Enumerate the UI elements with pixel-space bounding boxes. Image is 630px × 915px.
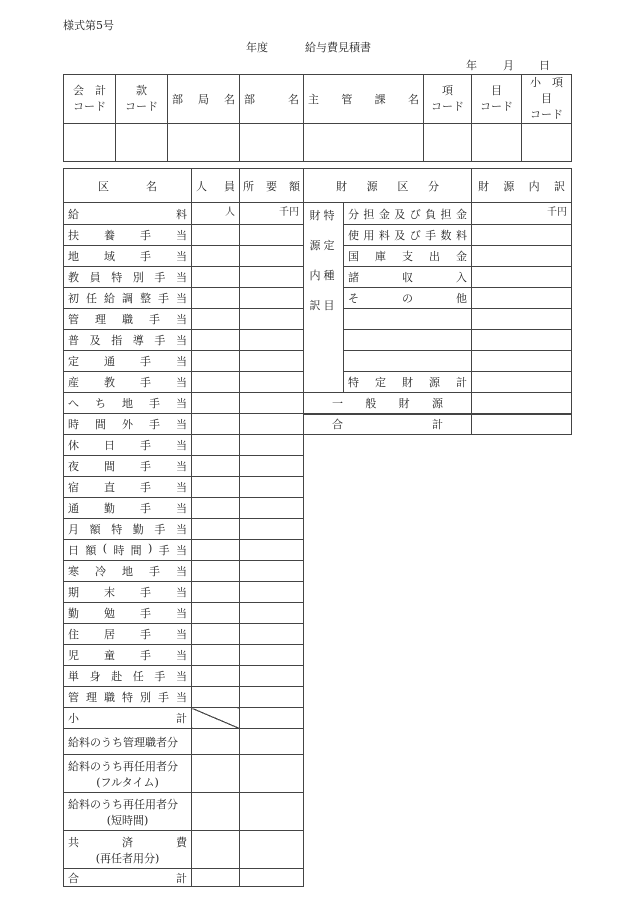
funding-value[interactable] [472, 351, 572, 372]
persons-cell[interactable] [192, 519, 240, 540]
table-row [64, 225, 304, 246]
table-row [304, 225, 572, 246]
grand-total-label: 合 計 [64, 869, 192, 887]
item-label: 教 員 特 別 手 当 [64, 267, 192, 288]
amount-cell[interactable] [240, 603, 304, 624]
table-row [64, 645, 304, 666]
table-row [64, 435, 304, 456]
header-funding-class: 財 源 区 分 [304, 169, 472, 203]
table-row [304, 351, 572, 372]
table-row [64, 372, 304, 393]
item-label: 給料のうち再任用者分 (短時間) [64, 793, 192, 831]
persons-cell[interactable] [192, 246, 240, 267]
item-label: 休 日 手 当 [64, 435, 192, 456]
table-row [64, 624, 304, 645]
code-input-4[interactable] [304, 124, 424, 162]
table-row [64, 351, 304, 372]
persons-cell[interactable] [192, 561, 240, 582]
code-input-3[interactable] [240, 124, 304, 162]
persons-cell[interactable] [192, 288, 240, 309]
table-row [304, 246, 572, 267]
persons-cell[interactable] [192, 624, 240, 645]
code-header-1: 款 コード [116, 75, 168, 124]
header-required: 所 要 額 [240, 169, 304, 203]
code-input-7[interactable] [522, 124, 572, 162]
item-label: 給料のうち再任用者分 (フルタイム) [64, 755, 192, 793]
amount-cell[interactable] [240, 414, 304, 435]
item-label: 時 間 外 手 当 [64, 414, 192, 435]
funding-label [344, 330, 472, 351]
funding-value[interactable] [472, 393, 572, 414]
amount-cell[interactable] [240, 372, 304, 393]
amount-cell[interactable] [240, 288, 304, 309]
item-label: 単 身 赴 任 手 当 [64, 666, 192, 687]
general-funding-label: 一 般 財 源 [304, 393, 472, 414]
amount-cell[interactable] [240, 225, 304, 246]
table-row [304, 372, 572, 393]
code-input-6[interactable] [472, 124, 522, 162]
amount-cell[interactable] [240, 666, 304, 687]
table-row [64, 729, 304, 755]
amount-cell[interactable] [240, 351, 304, 372]
persons-cell[interactable] [192, 267, 240, 288]
table-row [64, 498, 304, 519]
code-input-5[interactable] [424, 124, 472, 162]
funding-label [344, 351, 472, 372]
item-label: へ ち 地 手 当 [64, 393, 192, 414]
table-row [64, 603, 304, 624]
amount-cell[interactable] [240, 435, 304, 456]
funding-value[interactable] [472, 288, 572, 309]
persons-cell[interactable] [192, 793, 240, 831]
funding-total-label: 合 計 [304, 414, 472, 435]
item-label: 小 計 [64, 708, 192, 729]
persons-cell [192, 708, 240, 729]
funding-value[interactable] [472, 267, 572, 288]
table-row [64, 288, 304, 309]
item-label: 夜 間 手 当 [64, 456, 192, 477]
amount-cell[interactable] [240, 540, 304, 561]
code-input-0[interactable] [64, 124, 116, 162]
item-label: 期 末 手 当 [64, 582, 192, 603]
table-row [64, 869, 304, 887]
persons-cell[interactable] [192, 456, 240, 477]
funding-label: 分 担 金 及 び 負 担 金 [344, 203, 472, 225]
table-row [64, 309, 304, 330]
funding-value[interactable] [472, 225, 572, 246]
item-label: 定 通 手 当 [64, 351, 192, 372]
header-funding-detail: 財 源 内 訳 [472, 169, 572, 203]
funding-label: 諸 収 入 [344, 267, 472, 288]
table-row [64, 203, 304, 225]
code-header-3: 部 名 [240, 75, 304, 124]
amount-cell[interactable] [240, 309, 304, 330]
funding-value[interactable]: 千円 [472, 203, 572, 225]
persons-cell[interactable] [192, 755, 240, 793]
amount-cell[interactable] [240, 477, 304, 498]
item-label: 給料のうち管理職者分 [64, 729, 192, 755]
persons-cell[interactable] [192, 351, 240, 372]
persons-cell[interactable] [192, 540, 240, 561]
code-input-1[interactable] [116, 124, 168, 162]
table-row [64, 687, 304, 708]
table-row [64, 393, 304, 414]
funding-table [303, 168, 572, 435]
code-header-4: 主 管 課 名 [304, 75, 424, 124]
amount-cell[interactable] [240, 831, 304, 869]
amount-cell[interactable] [240, 582, 304, 603]
item-label: 寒 冷 地 手 当 [64, 561, 192, 582]
code-header-0: 会 計 コード [64, 75, 116, 124]
funding-label: 国 庫 支 出 金 [344, 246, 472, 267]
amount-cell[interactable] [240, 330, 304, 351]
amount-cell[interactable] [240, 267, 304, 288]
funding-value[interactable] [472, 330, 572, 351]
table-row [64, 330, 304, 351]
amount-cell[interactable] [240, 456, 304, 477]
form-number: 様式第5号 [63, 19, 114, 32]
item-label: 初 任 給 調 整 手 当 [64, 288, 192, 309]
codes-table [63, 74, 572, 162]
item-label: 普 及 指 導 手 当 [64, 330, 192, 351]
item-label: 通 勤 手 当 [64, 498, 192, 519]
item-label: 扶 養 手 当 [64, 225, 192, 246]
funding-label: そ の 他 [344, 288, 472, 309]
code-header-5: 項 コード [424, 75, 472, 124]
funding-value[interactable] [472, 309, 572, 330]
table-row [304, 414, 572, 435]
table-row [304, 267, 572, 288]
persons-cell[interactable] [192, 687, 240, 708]
item-label: 給 料 [64, 203, 192, 225]
item-label: 地 域 手 当 [64, 246, 192, 267]
code-header-7: 小 項 目 コード [522, 75, 572, 124]
persons-cell[interactable] [192, 603, 240, 624]
table-row [64, 755, 304, 793]
code-input-2[interactable] [168, 124, 240, 162]
table-row [304, 330, 572, 351]
table-row [304, 288, 572, 309]
persons-cell[interactable] [192, 582, 240, 603]
table-row [64, 561, 304, 582]
persons-cell[interactable]: 人 [192, 203, 240, 225]
table-row [304, 393, 572, 414]
funding-value[interactable] [472, 414, 572, 435]
date-year: 年 [466, 59, 477, 72]
table-row [64, 708, 304, 729]
persons-cell[interactable] [192, 498, 240, 519]
amount-cell[interactable] [240, 561, 304, 582]
table-row [64, 519, 304, 540]
table-row [64, 456, 304, 477]
table-row [304, 309, 572, 330]
amount-cell[interactable] [240, 869, 304, 887]
persons-cell[interactable] [192, 309, 240, 330]
title-year: 年度 [246, 41, 268, 54]
table-row [64, 582, 304, 603]
date-day: 日 [539, 59, 550, 72]
persons-cell[interactable] [192, 666, 240, 687]
item-label: 共 済 費 (再任者用分) [64, 831, 192, 869]
table-row [64, 246, 304, 267]
persons-cell[interactable] [192, 477, 240, 498]
salary-items-table [63, 168, 304, 887]
persons-cell[interactable] [192, 435, 240, 456]
persons-cell[interactable] [192, 372, 240, 393]
persons-cell[interactable] [192, 225, 240, 246]
table-row [64, 666, 304, 687]
amount-cell[interactable] [240, 755, 304, 793]
amount-cell[interactable] [240, 519, 304, 540]
item-label: 日 額 ( 時 間 ) 手 当 [64, 540, 192, 561]
item-label: 宿 直 手 当 [64, 477, 192, 498]
funding-value[interactable] [472, 246, 572, 267]
amount-cell[interactable] [240, 246, 304, 267]
specific-funding-labels: 財特 源定 内種 訳目 [304, 203, 344, 393]
item-label: 住 居 手 当 [64, 624, 192, 645]
table-row [304, 203, 572, 225]
amount-cell[interactable] [240, 729, 304, 755]
date-month: 月 [503, 59, 514, 72]
amount-cell[interactable] [240, 498, 304, 519]
persons-cell[interactable] [192, 729, 240, 755]
table-row [64, 793, 304, 831]
persons-cell[interactable] [192, 414, 240, 435]
item-label: 産 教 手 当 [64, 372, 192, 393]
funding-label: 使 用 料 及 び 手 数 料 [344, 225, 472, 246]
amount-cell[interactable] [240, 708, 304, 729]
header-category: 区 名 [64, 169, 192, 203]
amount-cell[interactable] [240, 624, 304, 645]
persons-cell[interactable] [192, 831, 240, 869]
funding-label: 特 定 財 源 計 [344, 372, 472, 393]
item-label: 月 額 特 勤 手 当 [64, 519, 192, 540]
funding-label [344, 309, 472, 330]
table-row [64, 414, 304, 435]
funding-value[interactable] [472, 372, 572, 393]
persons-cell[interactable] [192, 869, 240, 887]
page-title: 給与費見積書 [305, 41, 371, 54]
code-header-2: 部 局 名 [168, 75, 240, 124]
amount-cell[interactable] [240, 687, 304, 708]
code-header-6: 目 コード [472, 75, 522, 124]
item-label: 勤 勉 手 当 [64, 603, 192, 624]
item-label: 児 童 手 当 [64, 645, 192, 666]
amount-cell[interactable]: 千円 [240, 203, 304, 225]
persons-cell[interactable] [192, 645, 240, 666]
table-row [64, 540, 304, 561]
table-row [64, 267, 304, 288]
amount-cell[interactable] [240, 393, 304, 414]
item-label: 管 理 職 手 当 [64, 309, 192, 330]
amount-cell[interactable] [240, 793, 304, 831]
persons-cell[interactable] [192, 330, 240, 351]
persons-cell[interactable] [192, 393, 240, 414]
amount-cell[interactable] [240, 645, 304, 666]
table-row [64, 477, 304, 498]
item-label: 管 理 職 特 別 手 当 [64, 687, 192, 708]
table-row [64, 831, 304, 869]
header-persons: 人 員 [192, 169, 240, 203]
